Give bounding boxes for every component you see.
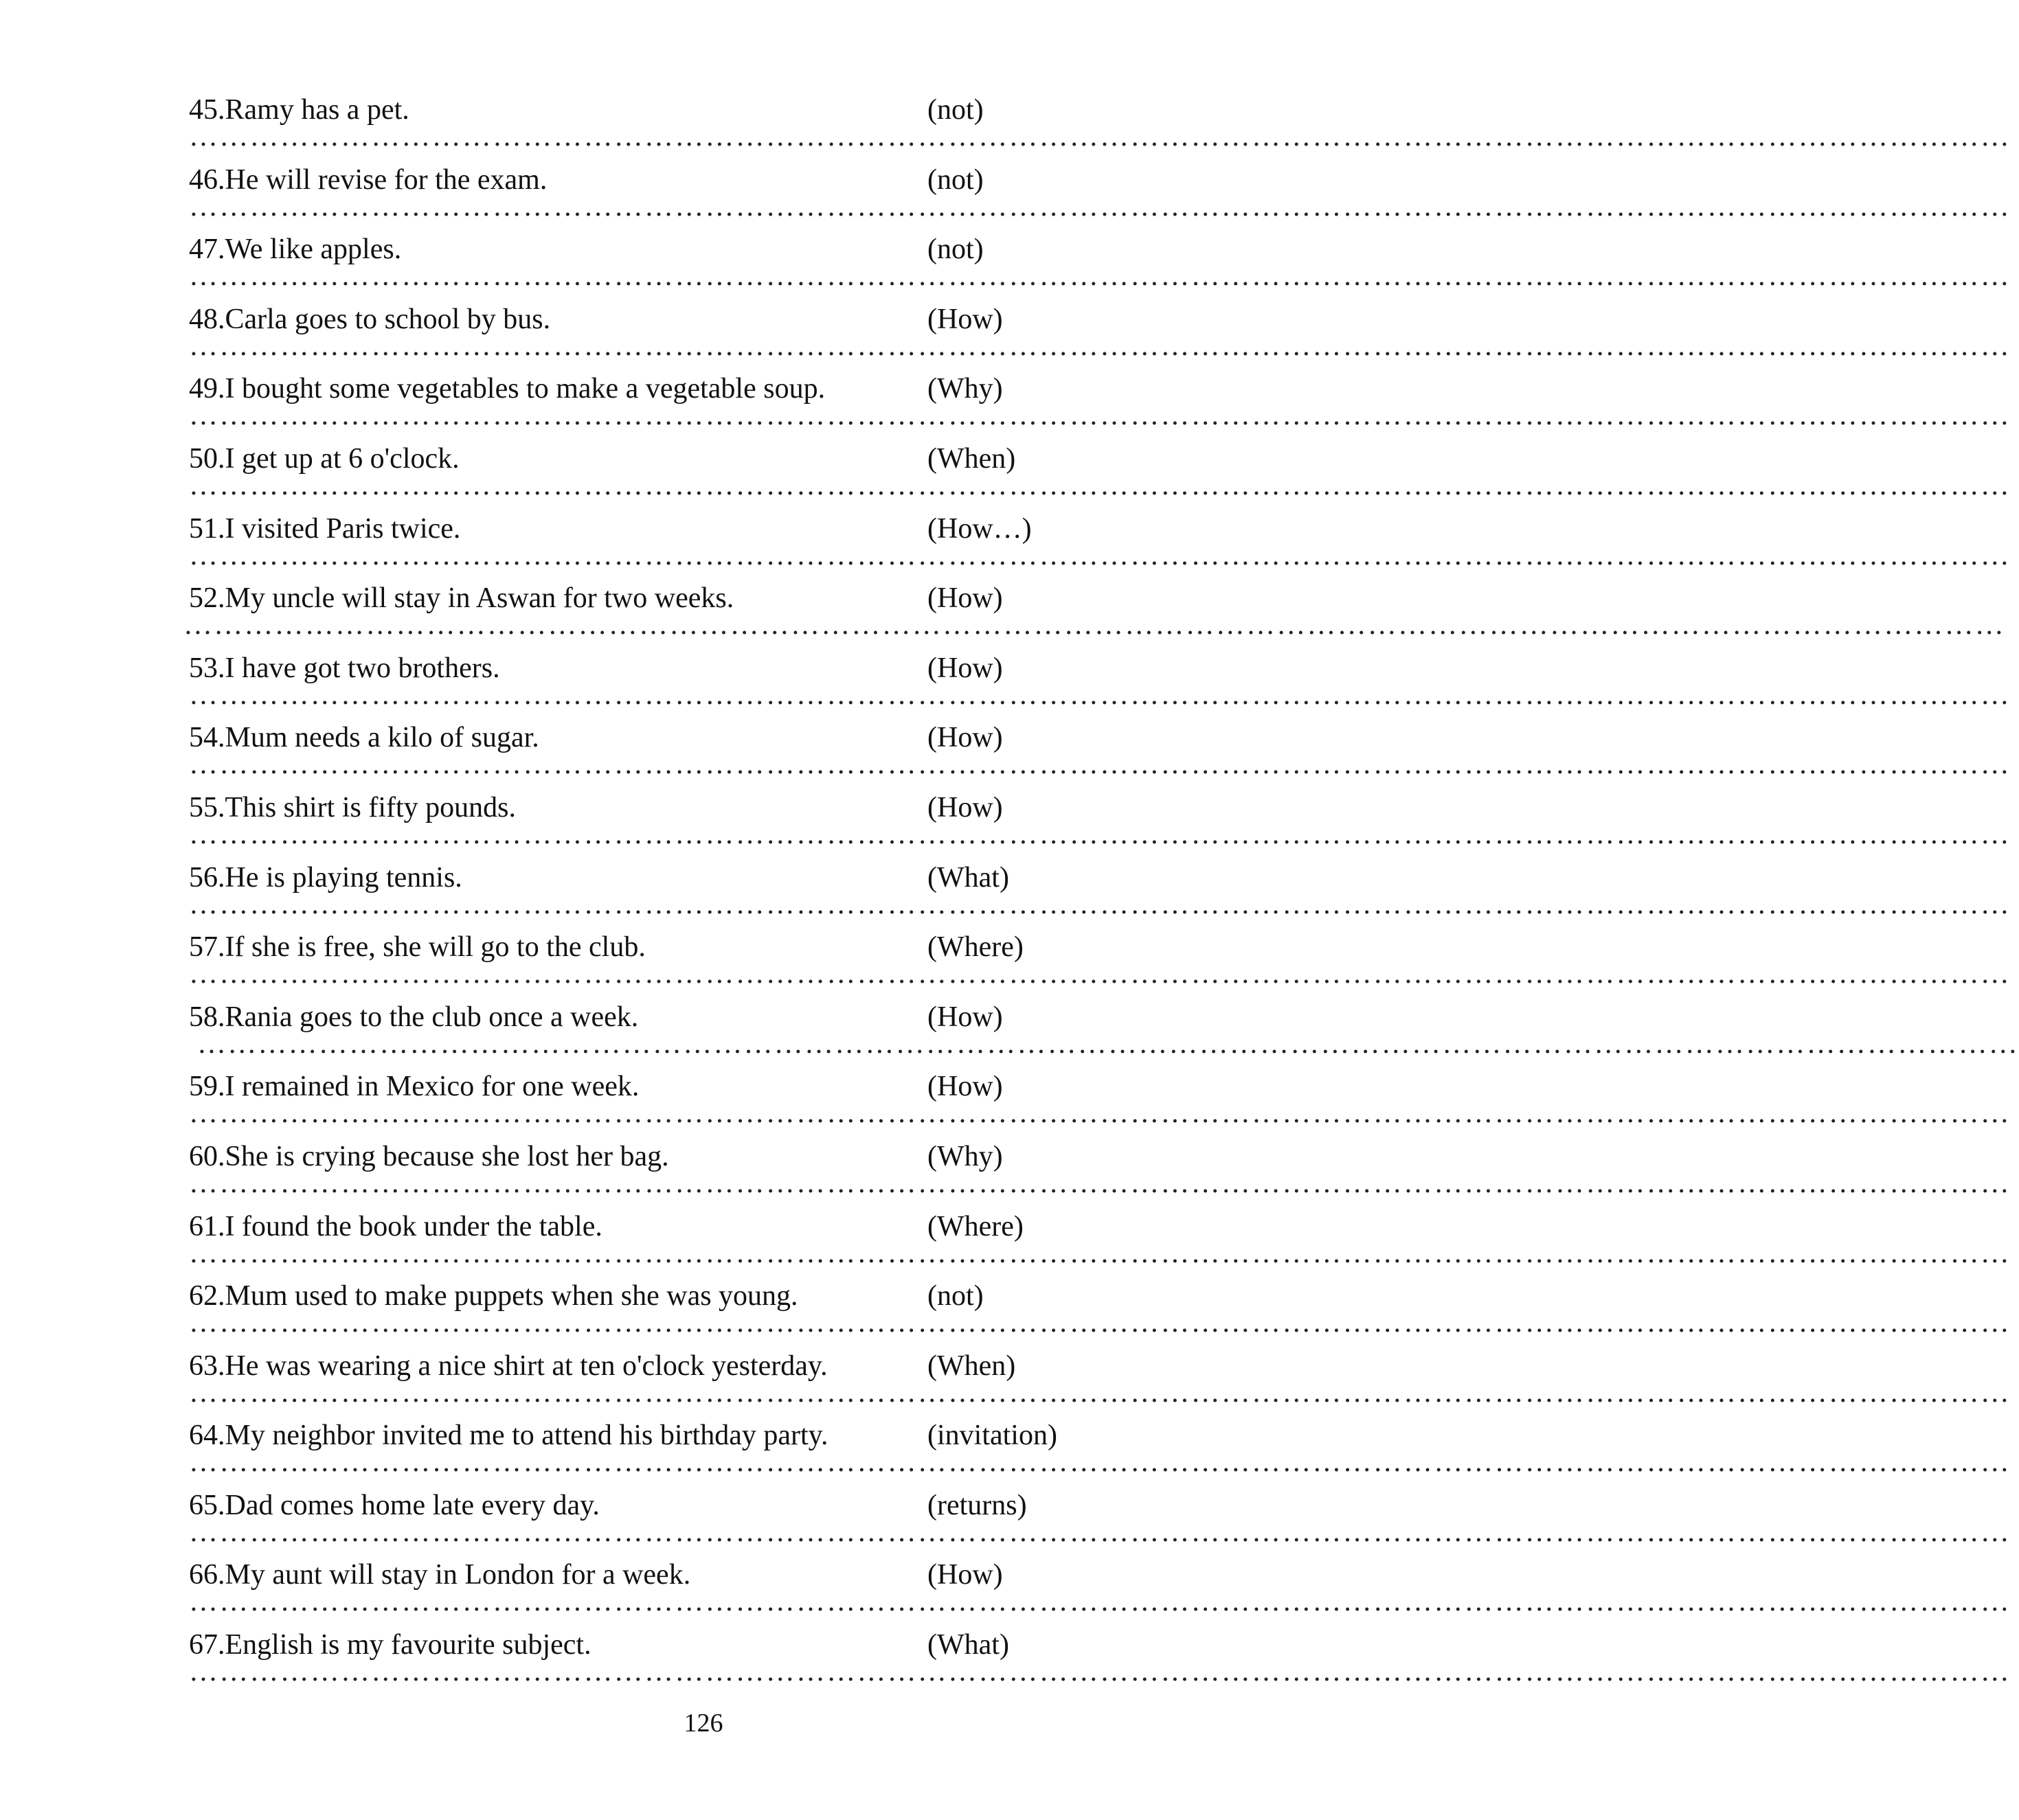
item-number: 50.	[189, 442, 225, 475]
exercise-item	[189, 367, 2011, 437]
answer-line[interactable]: ………………………………………………………………………………………………………………………………………………………………	[189, 190, 2011, 223]
item-number: 57.	[189, 931, 225, 964]
answer-line[interactable]: ………………………………………………………………………………………………………………………………………………………………	[189, 749, 2011, 781]
answer-line[interactable]: ………………………………………………………………………………………………………………………………………………………………	[189, 1656, 2011, 1688]
item-number: 58.	[189, 1001, 225, 1033]
answer-line[interactable]: ………………………………………………………………………………………………………………………………………………………………	[189, 400, 2011, 432]
item-number: 65.	[189, 1489, 225, 1521]
answer-line[interactable]: ………………………………………………………………………………………………………………………………………………………………	[189, 1516, 2011, 1548]
item-number: 62.	[189, 1280, 225, 1312]
answer-line[interactable]: ………………………………………………………………………………………………………………………………………………………………	[197, 1027, 2019, 1060]
exercise-item	[189, 1135, 2011, 1205]
item-cue: (What)	[927, 1629, 1009, 1661]
item-number: 66.	[189, 1559, 225, 1591]
item-sentence: She is crying because she lost her bag.	[225, 1140, 669, 1172]
item-cue: (How)	[927, 722, 1003, 754]
exercise-item	[189, 856, 2011, 926]
item-sentence: He is playing tennis.	[225, 861, 462, 894]
answer-line[interactable]: ………………………………………………………………………………………………………………………………………………………………	[189, 1376, 2011, 1409]
answer-line[interactable]: ………………………………………………………………………………………………………………………………………………………………	[189, 121, 2011, 152]
item-sentence: English is my favourite subject.	[225, 1629, 591, 1661]
exercise-item	[189, 437, 2011, 507]
exercise-item	[189, 786, 2011, 856]
answer-line[interactable]: ………………………………………………………………………………………………………………………………………………………………	[189, 330, 2011, 362]
item-cue: (not)	[927, 1280, 984, 1312]
item-sentence: He will revise for the exam.	[225, 163, 548, 196]
item-sentence: We like apples.	[225, 234, 402, 266]
item-sentence: Rania goes to the club once a week.	[225, 1001, 639, 1033]
item-number: 45.	[189, 94, 225, 126]
item-sentence: I bought some vegetables to make a vegetable soup.	[225, 373, 826, 405]
answer-line[interactable]: ………………………………………………………………………………………………………………………………………………………………	[189, 1307, 2011, 1339]
item-sentence: I visited Paris twice.	[225, 512, 461, 545]
item-number: 46.	[189, 163, 225, 196]
item-cue: (How)	[927, 1559, 1003, 1591]
item-number: 54.	[189, 722, 225, 754]
item-number: 53.	[189, 652, 225, 684]
item-sentence: I remained in Mexico for one week.	[225, 1071, 640, 1103]
item-cue: (Where)	[927, 1210, 1024, 1242]
exercise-item	[189, 227, 2011, 297]
item-cue: (How)	[927, 791, 1003, 823]
item-cue: (returns)	[927, 1489, 1027, 1521]
item-cue: (not)	[927, 234, 984, 266]
exercise-item	[189, 1483, 2011, 1554]
item-number: 67.	[189, 1629, 225, 1661]
exercise-item	[189, 1623, 2011, 1693]
item-number: 48.	[189, 303, 225, 335]
item-cue: (How…)	[927, 512, 1032, 545]
item-cue: (Where)	[927, 931, 1024, 964]
answer-line[interactable]: ………………………………………………………………………………………………………………………………………………………………	[189, 888, 2011, 920]
item-cue: (invitation)	[927, 1420, 1057, 1452]
exercise-item	[189, 1553, 2011, 1623]
item-cue: (not)	[927, 94, 984, 126]
exercise-item	[189, 297, 2011, 367]
answer-line[interactable]: ………………………………………………………………………………………………………………………………………………………………	[189, 1237, 2011, 1269]
item-sentence: I found the book under the table.	[225, 1210, 602, 1242]
item-cue: (When)	[927, 1350, 1016, 1382]
answer-line[interactable]: ………………………………………………………………………………………………………………………………………………………………	[189, 818, 2011, 850]
item-number: 60.	[189, 1140, 225, 1172]
exercise-item	[189, 995, 2019, 1065]
item-cue: (What)	[927, 861, 1009, 894]
item-number: 52.	[189, 582, 225, 615]
item-sentence: My aunt will stay in London for a week.	[225, 1559, 691, 1591]
exercise-list	[183, 88, 2019, 1693]
item-cue: (How)	[927, 1001, 1003, 1033]
item-cue: (Why)	[927, 373, 1003, 405]
item-cue: (How)	[927, 303, 1003, 335]
item-sentence: Ramy has a pet.	[225, 94, 409, 126]
exercise-item	[189, 507, 2011, 577]
page-number: 126	[684, 1709, 723, 1738]
item-number: 63.	[189, 1350, 225, 1382]
item-cue: (not)	[927, 163, 984, 196]
item-sentence: My neighbor invited me to attend his birthday party.	[225, 1420, 828, 1452]
item-cue: (When)	[927, 442, 1016, 475]
answer-line[interactable]: ………………………………………………………………………………………………………………………………………………………………	[189, 1586, 2011, 1618]
item-number: 56.	[189, 861, 225, 894]
item-number: 47.	[189, 234, 225, 266]
item-sentence: I have got two brothers.	[225, 652, 500, 684]
item-sentence: This shirt is fifty pounds.	[225, 791, 517, 823]
item-number: 59.	[189, 1071, 225, 1103]
exercise-item	[183, 576, 2005, 646]
exercise-item	[189, 646, 2011, 716]
item-number: 51.	[189, 512, 225, 545]
item-sentence: If she is free, she will go to the club.	[225, 931, 646, 964]
exercise-item	[189, 1413, 2011, 1483]
item-sentence: My uncle will stay in Aswan for two weeks.	[225, 582, 734, 615]
item-number: 55.	[189, 791, 225, 823]
exercise-item	[189, 1274, 2011, 1344]
exercise-item	[189, 1065, 2011, 1135]
answer-line[interactable]: ………………………………………………………………………………………………………………………………………………………………	[189, 260, 2011, 293]
answer-line[interactable]: ………………………………………………………………………………………………………………………………………………………………	[189, 958, 2011, 990]
item-sentence: I get up at 6 o'clock.	[225, 442, 460, 475]
item-number: 61.	[189, 1210, 225, 1242]
answer-line[interactable]: ………………………………………………………………………………………………………………………………………………………………	[189, 1167, 2011, 1199]
item-number: 49.	[189, 373, 225, 405]
item-sentence: Dad comes home late every day.	[225, 1489, 600, 1521]
item-sentence: Mum needs a kilo of sugar.	[225, 722, 539, 754]
exercise-item	[189, 716, 2011, 786]
exercise-item	[189, 1205, 2011, 1275]
answer-line[interactable]: ………………………………………………………………………………………………………………………………………………………………	[189, 469, 2011, 501]
answer-line[interactable]: ………………………………………………………………………………………………………………………………………………………………	[189, 1097, 2011, 1130]
exercise-item	[189, 925, 2011, 995]
exercise-item	[189, 88, 2011, 158]
answer-line[interactable]: ………………………………………………………………………………………………………………………………………………………………	[189, 1446, 2011, 1479]
answer-line[interactable]: ………………………………………………………………………………………………………………………………………………………………	[189, 539, 2011, 571]
exercise-item	[189, 1344, 2011, 1414]
item-cue: (How)	[927, 1071, 1003, 1103]
answer-line[interactable]: ………………………………………………………………………………………………………………………………………………………………	[183, 609, 2005, 641]
item-number: 64.	[189, 1420, 225, 1452]
answer-line[interactable]: ………………………………………………………………………………………………………………………………………………………………	[189, 679, 2011, 711]
item-sentence: Carla goes to school by bus.	[225, 303, 551, 335]
item-cue: (Why)	[927, 1140, 1003, 1172]
exercise-item	[189, 158, 2011, 228]
item-cue: (How)	[927, 582, 1003, 615]
item-sentence: He was wearing a nice shirt at ten o'clock yesterday.	[225, 1350, 828, 1382]
item-cue: (How)	[927, 652, 1003, 684]
item-sentence: Mum used to make puppets when she was young.	[225, 1280, 798, 1312]
